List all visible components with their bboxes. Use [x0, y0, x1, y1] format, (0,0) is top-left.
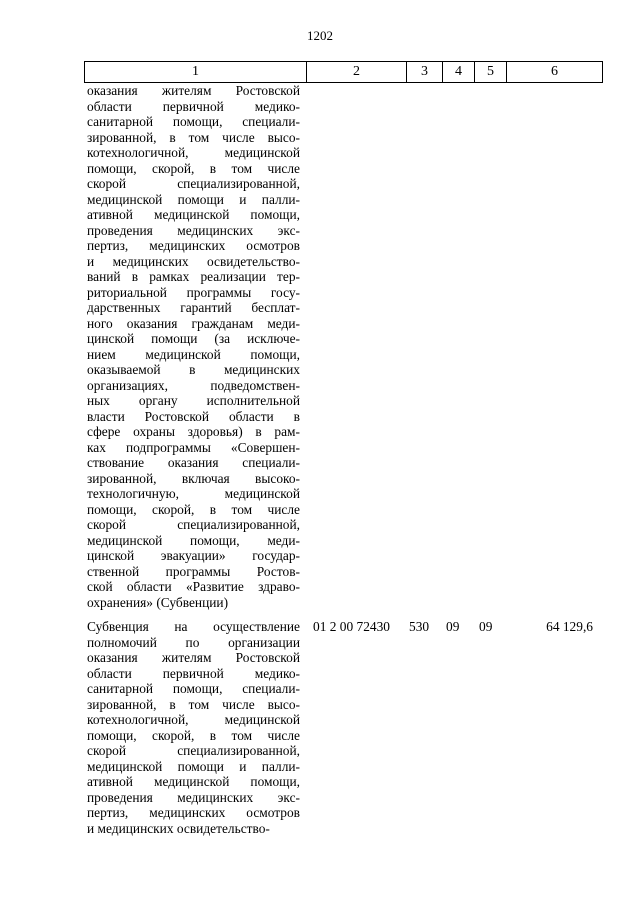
text-line: оказания жителям Ростовской — [87, 83, 300, 98]
text-line: охранения» (Субвенции) — [87, 594, 229, 610]
text-line: организациях, подведомствен- — [87, 377, 300, 393]
text-line: технологичную, медицинской — [87, 486, 300, 501]
text-line: проведения медицинских экс- — [87, 222, 300, 238]
text-line: ственной программы Ростов- — [87, 563, 300, 579]
text-line: Субвенция на осуществление — [87, 619, 300, 634]
text-line: котехнологичной, медицинской — [87, 145, 300, 160]
text-line: пертиз, медицинских осмотров — [87, 238, 300, 253]
text-line: медицинской помощи и палли- — [87, 758, 300, 774]
text-line: области первичной медико- — [87, 98, 300, 114]
column-header-1: 1 — [85, 62, 307, 83]
column-header-2: 2 — [307, 62, 407, 83]
text-line: помощи, скорой, в том числе — [87, 160, 300, 176]
page-number: 1202 — [307, 28, 333, 43]
row-expense-type: 530 — [409, 619, 430, 634]
text-line: скорой специализированной, — [87, 743, 300, 758]
text-line: пертиз, медицинских осмотров — [87, 805, 300, 820]
text-line: цинской помощи (за исключе- — [87, 331, 300, 346]
text-line: проведения медицинских экс- — [87, 789, 300, 805]
row-target-code: 01 2 00 72430 — [313, 619, 390, 634]
text-line: скорой специализированной, — [87, 176, 300, 191]
column-header-4: 4 — [443, 62, 475, 83]
row-description-subvention — [87, 619, 300, 836]
text-line: ствование оказания специали- — [87, 455, 300, 470]
text-line: оказания жителям Ростовской — [87, 650, 300, 665]
text-line: помощи, скорой, в том числе — [87, 501, 300, 517]
column-header-row — [84, 61, 603, 83]
text-line: ской области «Развитие здраво- — [87, 579, 300, 594]
text-line: медицинской помощи, меди- — [87, 532, 300, 548]
text-line: и медицинских освидетельство- — [87, 820, 270, 836]
text-line: ках подпрограммы «Совершен- — [87, 439, 300, 455]
text-line: риториальной программы госу- — [87, 284, 300, 300]
text-line: котехнологичной, медицинской — [87, 712, 300, 727]
text-line: и медицинских освидетельство- — [87, 253, 300, 269]
text-line: оказываемой в медицинских — [87, 362, 300, 377]
text-line: сфере охраны здоровья) в рам- — [87, 424, 300, 439]
text-line: области первичной медико- — [87, 665, 300, 681]
text-line: зированной, включая высоко- — [87, 470, 300, 486]
text-line: медицинской помощи и палли- — [87, 191, 300, 207]
column-header-5: 5 — [475, 62, 507, 83]
text-line: ного оказания гражданам меди- — [87, 315, 300, 331]
row-amount: 64 129,6 — [546, 619, 593, 634]
text-line: зированной, в том числе высо- — [87, 696, 300, 712]
text-line: скорой специализированной, — [87, 517, 300, 532]
row-subsection: 09 — [479, 619, 493, 634]
text-line: цинской эвакуации» государ- — [87, 548, 300, 563]
text-line: санитарной помощи, специали- — [87, 681, 300, 696]
text-line: помощи, скорой, в том числе — [87, 727, 300, 743]
text-line: зированной, в том числе высо- — [87, 129, 300, 145]
column-header-3: 3 — [407, 62, 443, 83]
text-line: ативной медицинской помощи, — [87, 774, 300, 789]
column-header-6: 6 — [507, 62, 603, 83]
row-section: 09 — [446, 619, 460, 634]
text-line: ных органу исполнительной — [87, 393, 300, 408]
row-description-continued — [87, 83, 300, 610]
text-line: нием медицинской помощи, — [87, 346, 300, 362]
text-line: санитарной помощи, специали- — [87, 114, 300, 129]
text-line: полномочий по организации — [87, 634, 300, 650]
text-line: власти Ростовской области в — [87, 408, 300, 424]
text-line: ваний в рамках реализации тер- — [87, 269, 300, 284]
text-line: ативной медицинской помощи, — [87, 207, 300, 222]
text-line: дарственных гарантий бесплат- — [87, 300, 300, 315]
